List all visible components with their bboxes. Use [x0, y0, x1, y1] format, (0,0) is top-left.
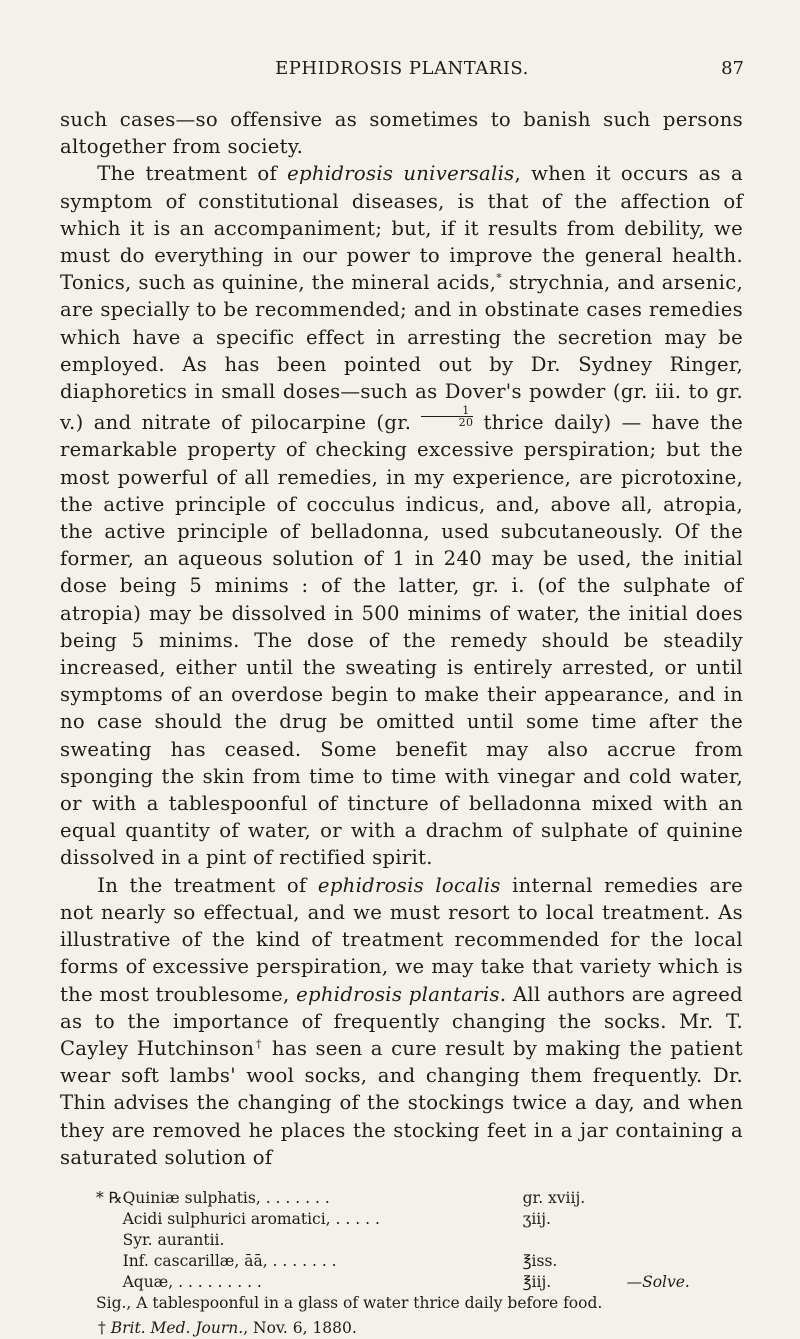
rx-mark [96, 1209, 123, 1230]
rx-mark [96, 1230, 123, 1251]
rx-mark: * ℞ [96, 1189, 123, 1207]
rx-extra [603, 1209, 690, 1230]
rx-extra: —Solve. [626, 1273, 690, 1291]
p3-text-d: has seen a cure result by making the patient wear soft lambs' wool socks, and changing them frequently. Dr. Thin advises the changing of the stockings twice a day, and when they are removed he places the stocking feet in a jar containing a saturated solution of [60, 1036, 743, 1169]
p2-text-c: strychnia, and arsenic, are specially to be recommended; and in obstinate cases remedies which have a specific effect in arresting the secretion may be employed. As has been pointed out by Dr. Sydney Ringer, diaphoretics in small doses—such as Dover's powder (gr. iii. to gr. v.) and nitrate of pilocarpine (gr. [60, 271, 743, 435]
fraction-numerator: 1 [421, 405, 473, 417]
p2-text-b: , when it occurs as a symptom of constitutional diseases, is that of the affection of which it is an accompaniment; but, if it results from debility, we must do everything in our power to improve the general health. Tonics, such as quinine, the mineral acids, [60, 162, 743, 295]
p3-text-a: In the treatment of [97, 873, 318, 897]
footnote-reference [98, 1318, 743, 1339]
prescription-row [96, 1272, 690, 1293]
journal-date: , Nov. 6, 1880. [243, 1319, 357, 1337]
rx-ingredient: Acidi sulphurici aromatici, . . . . . [122, 1210, 380, 1228]
page-header [60, 56, 744, 86]
page-number: 87 [721, 58, 744, 79]
paragraph-2 [60, 160, 743, 871]
rx-quantity: ʒiij. [522, 1210, 551, 1228]
paragraph-1 [60, 106, 743, 160]
rx-quantity: ℥iss. [522, 1252, 558, 1270]
rx-extra [603, 1188, 690, 1209]
prescription-row [96, 1230, 690, 1251]
footnotes [60, 1188, 743, 1339]
footnote-mark-asterisk: * [496, 271, 502, 285]
fraction-denominator: 20 [458, 416, 474, 430]
paragraph-1-text: such cases—so offensive as sometimes to banish such persons altogether from society. [60, 108, 743, 159]
rx-extra [603, 1230, 690, 1251]
rx-quantity: ℥iij. [522, 1273, 552, 1291]
prescription-row [96, 1251, 690, 1272]
paragraph-3 [60, 872, 743, 1171]
prescription [96, 1188, 690, 1293]
rx-ingredient: Aquæ, . . . . . . . . . [122, 1273, 262, 1291]
prescription-row [96, 1209, 690, 1230]
rx-ingredient: Quiniæ sulphatis, . . . . . . . [122, 1189, 330, 1207]
rx-quantity [523, 1230, 603, 1251]
prescription-signature: Sig., A tablespoonful in a glass of water thrice daily before food. [96, 1294, 603, 1312]
rx-mark [96, 1272, 123, 1293]
p2-text-d: thrice daily) — have the remarkable property of checking excessive perspiration; but the most powerful of all remedies, in my experience, are picrotoxine, the active principle of cocculus indicus, and, above all, atropia, the active principle of belladonna, used subcutaneously. Of the former, an aqueous solution of 1 in 240 may be used, the initial dose being 5 minims : of the latter, gr. i. (of the sulphate of atropia) may be dissolved in 500 minims of water, the initial does being 5 minims. The dose of the remedy should be steadily increased, either until the sweating is entirely arrested, or until symptoms of an overdose begin to make their appearance, and in no case should the drug be omitted until some time after the sweating has ceased. Some benefit may also accrue from sponging the skin from time to time with vinegar and cold water, or with a tablespoonful of tincture of belladonna mixed with an equal quantity of water, or with a drachm of sulphate of quinine dissolved in a pint of rectified spirit. [60, 411, 743, 870]
rx-extra [603, 1251, 690, 1272]
p3-text-c: . All authors are agreed as to the importance of frequently changing the socks. Mr. T. Cayley Hutchinson [60, 982, 743, 1060]
running-title: EPHIDROSIS PLANTARIS. [275, 58, 529, 79]
body-text [60, 106, 743, 1171]
footnote-mark-dagger: † [254, 1037, 264, 1051]
prescription-row [96, 1188, 690, 1209]
rx-ingredient: Syr. aurantii. [122, 1231, 225, 1249]
rx-quantity: gr. xviij. [522, 1189, 586, 1207]
journal-title: Brit. Med. Journ. [110, 1319, 244, 1337]
fraction [421, 405, 473, 428]
rx-ingredient: Inf. cascarillæ, āā, . . . . . . . [122, 1252, 337, 1270]
term-ephidrosis-universalis: ephidrosis universalis [287, 162, 515, 186]
footnote-ref-mark: † [98, 1319, 106, 1337]
term-ephidrosis-plantaris: ephidrosis plantaris [296, 982, 500, 1006]
rx-mark [96, 1251, 123, 1272]
p3-text-b: internal remedies are not nearly so effectual, and we must resort to local treatment. As illustrative of the kind of treatment recommended for the local forms of excessive perspiration, we may take that variety which is the most troublesome, [60, 873, 743, 1006]
term-ephidrosis-localis: ephidrosis localis [317, 873, 501, 897]
p2-text-a: The treatment of [97, 162, 288, 186]
